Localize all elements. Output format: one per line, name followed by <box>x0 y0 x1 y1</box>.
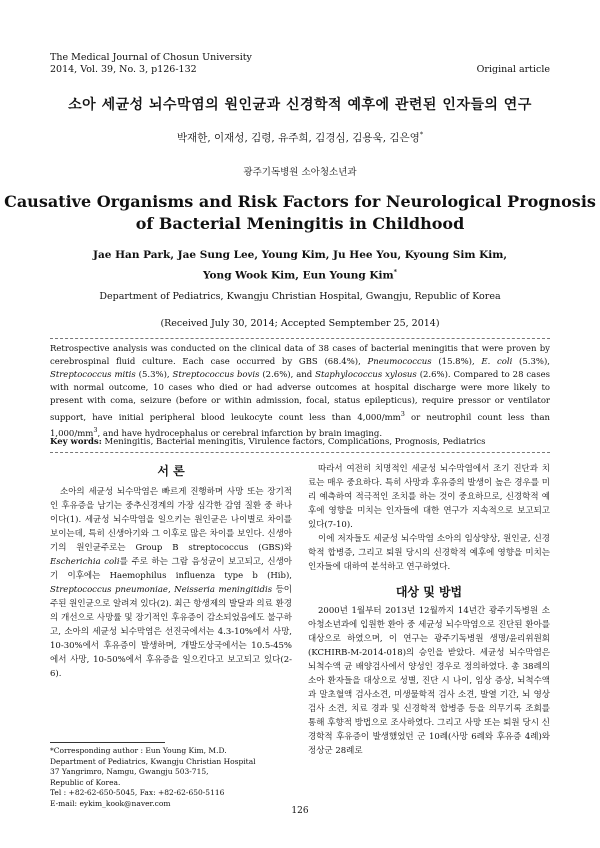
intro-left-column <box>50 485 292 681</box>
received-dates: (Received July 30, 2014; Accepted Semptember 25, 2014) <box>160 318 440 329</box>
page-number: 126 <box>291 806 309 816</box>
journal-citation <box>50 52 252 76</box>
korean-title: 소아 세균성 뇌수막염의 원인균과 신경학적 예후에 관련된 인자들의 연구 <box>68 97 532 113</box>
intro-heading: 서 론 <box>157 464 185 478</box>
korean-authors: 박재한, 이재성, 김령, 유주희, 김경심, 김용욱, 김은영* <box>176 130 424 144</box>
keywords: Key words: Meningitis, Bacterial meningitis, Virulence factors, Complications, Prognosis, Pediatrics <box>50 437 486 447</box>
korean-affiliation: 광주기독병원 소아청소년과 <box>243 167 357 178</box>
english-affiliation: Department of Pediatrics, Kwangju Christian Hospital, Gwangju, Republic of Korea <box>99 291 501 302</box>
methods-column <box>308 604 550 758</box>
corresponding-author-footnote: *Corresponding author : Eun Young Kim, M.D. Department of Pediatrics, Kwangju Christian Hospital 37 Yangrimro, Namgu, Gwangju 503-715, Republic of Korea. Tel : +82-62-650-5045, Fax: +82-62-650-5116 E-mail: eykim_kook@naver.com <box>50 746 256 808</box>
journal-name: The Medical Journal of Chosun University <box>50 52 252 63</box>
article-type: Original article <box>476 64 550 75</box>
english-title: Causative Organisms and Risk Factors for Neurological Prognosis of Bacterial Meningitis in Childhood <box>4 192 596 233</box>
intro-paragraph-2: 따라서 여전히 치명적인 세균성 뇌수막염에서 조기 진단과 치료는 매우 중요하다. 특히 사망과 후유증의 발생이 높은 경우를 미리 예측하여 적극적인 조치를 하는 것이 중요하므로, 신경학적 예후에 영향을 미치는 인자들에 대한 연구가 지속적으로 보고되고 있다(7-10). <box>308 464 550 530</box>
methods-paragraph: 2000년 1월부터 2013년 12월까지 14년간 광주기독병원 소아청소년과에 입원한 환아 중 세균성 뇌수막염으로 진단된 환아를 대상으로 하였으며, 이 연구는 광주기독병원 생명/윤리위원회(KCHIRB-M-2014-018)의 승인을 받았다. 세균성 뇌수막염은 뇌척수액 균 배양검사에서 양성인 경우로 정의하였다. 총 38례의 소아 환자들을 대상으로 성별, 진단 시 나이, 임상 증상, 뇌척수액과 말초혈액 검사소견, 미생물학적 검사 소견, 발열 기간, 뇌 영상검사 소견, 치료 경과 및 신경학적 합병증 등을 의무기록 조회를 통해 후향적 방법으로 조사하였다. 그리고 사망 또는 퇴원 당시 신경학적 후유증이 발생했었던 군 10례(사망 6례와 후유증 4례)와 정상군 28례로 <box>308 606 550 756</box>
methods-heading: 대상 및 방법 <box>395 585 463 599</box>
intro-right-column <box>308 462 550 574</box>
english-authors: Jae Han Park, Jae Sung Lee, Young Kim, Ju Hee You, Kyoung Sim Kim, Yong Wook Kim, Eun Young Kim* <box>92 249 508 282</box>
intro-paragraph: 소아의 세균성 뇌수막염은 빠르게 진행하며 사망 또는 장기적인 후유증을 남기는 중추신경계의 가장 심각한 감염 질환 중 하나이다(1). 세균성 뇌수막염을 일으키는 원인균은 나이별로 차이를 보이는데, 특히 신생아기와 그 이후로 많은 차이를 보인다. 신생아기의 원인균주로는 Group B streptococcus (GBS)와 Escherichia coli를 주로 하는 그람 음성균이 보고되고, 신생아기 이후에는 Haemophilus influenza type b (Hib), Streptococcus pneumoniae, Neisseria meningitidis 등이 주된 원인균으로 알려져 있다(2). 최근 항생제의 발달과 의료 환경의 개선으로 사망률 및 장기적인 후유증이 감소되었음에도 불구하고, 소아의 세균성 뇌수막염은 선진국에서는 4.3-10%에서 사망, 10-30%에서 후유증이 발생하며, 개발도상국에서는 10.5-45%에서 사망, 10-50%에서 후유증을 일으킨다고 보고되고 있다(2-6). <box>50 487 293 679</box>
abstract-bottom-divider <box>50 452 550 453</box>
abstract: Retrospective analysis was conducted on the clinical data of 38 cases of bacterial meningitis that were proven by cerebrospinal fluid culture. Each case occurred by GBS (68.4%), Pneumococcus (15.8%), E. coli (5.3%), Streptococcus mitis (5.3%), Streptococcus bovis (2.6%), and Staphylococcus xylosus (2.6%). Compared to 28 cases with normal outcome, 10 cases who died or had adverse outcomes at hospital discharge were more likely to present with coma, seizure (before or within admission, focal, status epilepticus), require pressor or ventilator support, have initial peripheral blood leukocyte count less than $4,000/mm^3$ or neutrophil count less than $1,000/mm^3$, and have hydrocephalus or cerebral infarction by brain imaging. <box>50 344 551 440</box>
intro-paragraph-3: 이에 저자들도 세균성 뇌수막염 소아의 임상양상, 원인균, 신경학적 합병증, 그리고 퇴원 당시의 신경학적 예후에 영향을 미치는 인자들에 대하여 분석하고 연구하였다. <box>308 534 550 572</box>
abstract-top-divider <box>50 338 550 339</box>
citation-line: 2014, Vol. 39, No. 3, p126-132 <box>50 64 197 75</box>
footnote-rule <box>50 742 165 743</box>
